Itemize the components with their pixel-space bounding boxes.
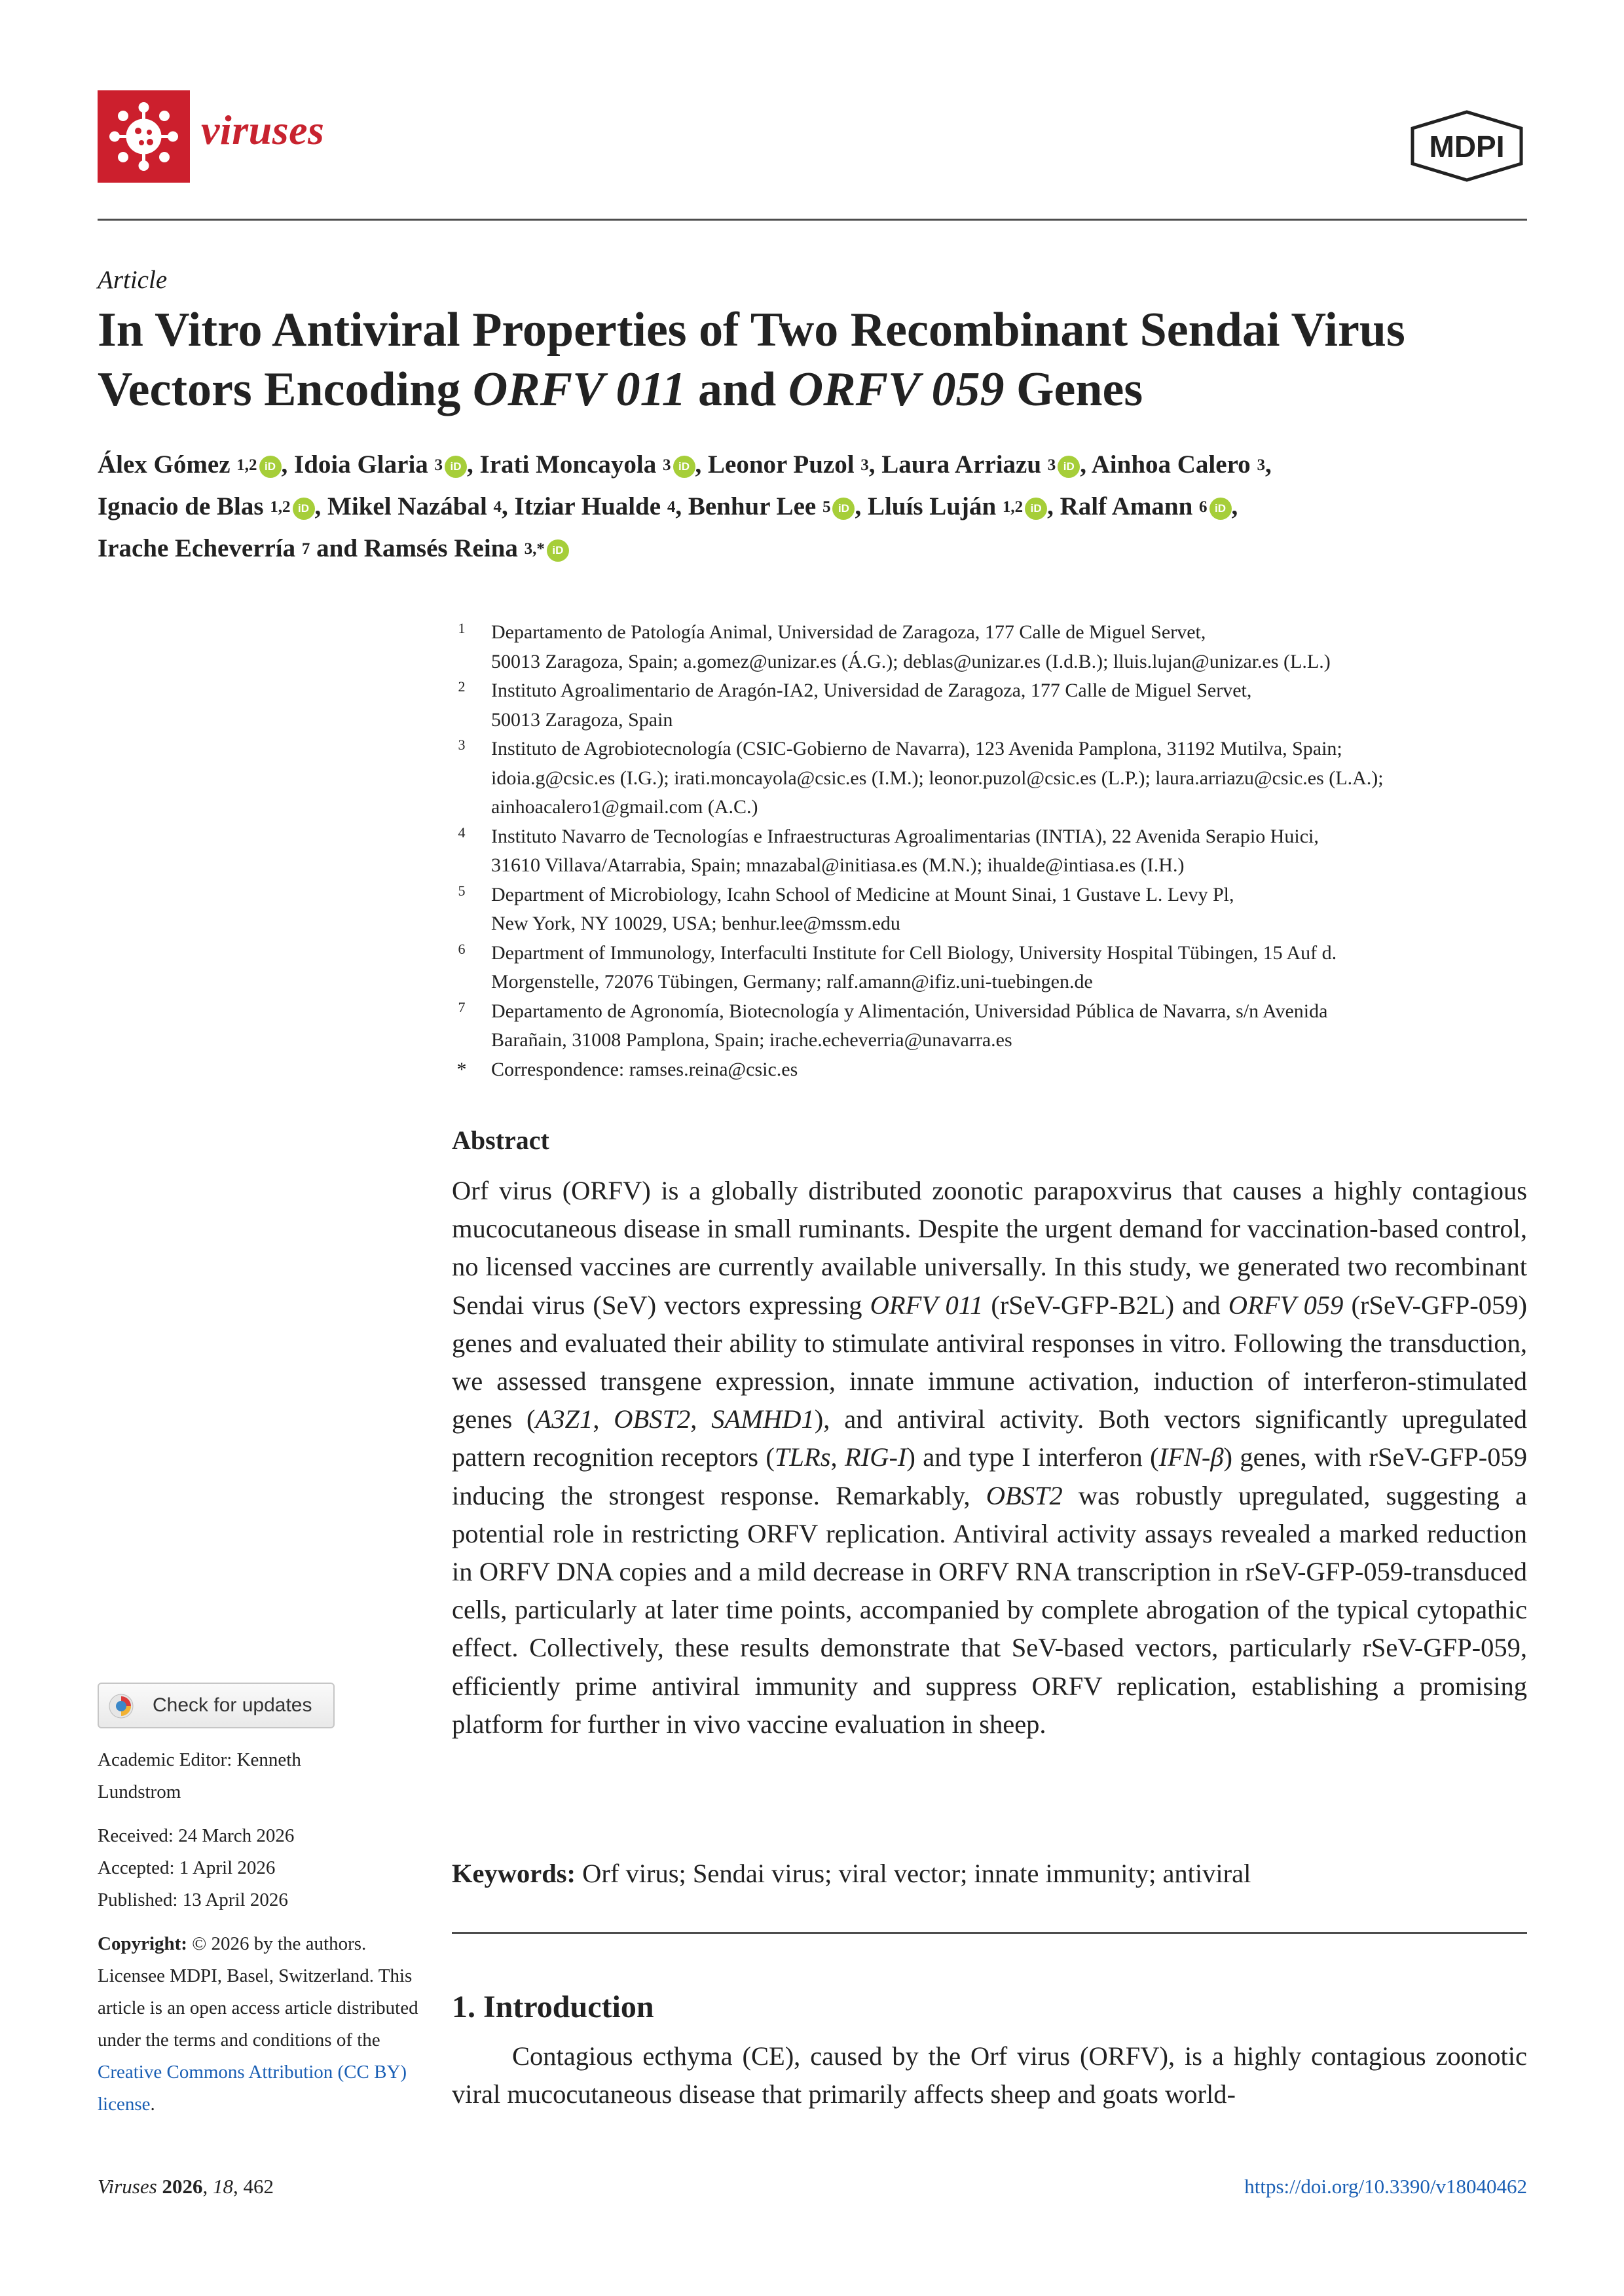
author-separator: , — [695, 450, 709, 479]
abstract-text: was robustly upregulated, suggesting a potential role in restricting ORFV replication. Antiviral activity assays revealed a marked reduction in ORFV DNA copies and a mild decrease in ORFV RNA transcription in rSeV-GFP-059-transduced cells, particularly at later time points, accompanied by complete abrogation of the typical cytopathic effect. Collectively, these results demonstrate that SeV-based vectors, particularly rSeV-GFP-059, efficiently prime antiviral immunity and suppress ORFV replication, establishing a promising platform for further in vivo vaccine evaluation in sheep. — [452, 1480, 1527, 1739]
affiliation-line: 50013 Zaragoza, Spain; a.gomez@unizar.es (Á.G.); deblas@unizar.es (I.d.B.); lluis.lujan@unizar.es (L.L.) — [491, 650, 1331, 672]
author — [98, 450, 294, 479]
author-separator: , — [502, 492, 515, 520]
doi-link[interactable]: https://doi.org/10.3390/v18040462 — [1244, 2175, 1527, 2198]
mdpi-logo-text: MDPI — [1429, 130, 1505, 164]
author — [480, 450, 708, 479]
license-link[interactable]: Creative Commons Attribution (CC BY) license — [98, 2062, 407, 2115]
author-affiliation-marker: 3 — [434, 456, 443, 474]
author-affiliation-marker: 1,2 — [270, 498, 291, 516]
orcid-icon[interactable]: iD — [673, 456, 695, 478]
gene-name: ORFV 011 — [870, 1290, 984, 1320]
abstract-text: ), and antiviral activity. Both vectors significantly upregulated pattern recognition receptors ( — [452, 1404, 1527, 1472]
footer-year: 2026 — [162, 2175, 203, 2198]
author-affiliation-marker: 3 — [1047, 456, 1056, 474]
author-name: Laura Arriazu — [881, 450, 1042, 479]
abstract-body — [452, 1172, 1527, 1743]
gene-name: TLRs — [774, 1442, 831, 1472]
title-text: In Vitro Antiviral Properties of Two Recombinant Sendai Virus Vectors Encoding — [98, 303, 1405, 416]
affiliation-line: idoia.g@csic.es (I.G.); irati.moncayola@csic.es (I.M.); leonor.puzol@csic.es (L.P.); laura.arriazu@csic.es (L.A.); — [491, 767, 1384, 789]
orcid-icon[interactable]: iD — [293, 498, 315, 520]
affiliation-number: 3 — [458, 737, 466, 753]
author-affiliation-marker: 3 — [663, 456, 671, 474]
author-name: Álex Gómez — [98, 450, 231, 479]
affiliation — [452, 881, 1532, 939]
author-name: Mikel Nazábal — [327, 492, 487, 520]
journal-logo — [98, 90, 190, 183]
received-date: Received: 24 March 2026 — [98, 1825, 295, 1846]
gene-name: IFN-β — [1158, 1442, 1224, 1472]
affiliation-number: 5 — [458, 882, 466, 899]
affiliation-line: 31610 Villava/Atarrabia, Spain; mnazabal@initiasa.es (M.N.); ihualde@intiasa.es (I.H.) — [491, 854, 1185, 876]
author-affiliation-marker: 5 — [822, 498, 831, 516]
affiliation-number: 7 — [458, 998, 466, 1015]
author-affiliation-marker: 6 — [1199, 498, 1208, 516]
article-type: Article — [98, 266, 168, 294]
copyright-notice — [98, 1928, 418, 2121]
affiliation-line: ainhoacalero1@gmail.com (A.C.) — [491, 796, 758, 818]
affiliation — [452, 618, 1532, 676]
abstract-text: ) and type I interferon ( — [906, 1442, 1159, 1472]
author-separator: , — [1047, 492, 1060, 520]
author-separator: , — [314, 492, 328, 520]
section-heading-introduction: 1. Introduction — [452, 1990, 654, 2024]
author-affiliation-marker: 4 — [493, 498, 502, 516]
published-date: Published: 13 April 2026 — [98, 1889, 288, 1910]
gene-name: RIG-I — [844, 1442, 907, 1472]
author-name: Lluís Luján — [867, 492, 997, 520]
author-name: Ramsés Reina — [363, 534, 518, 562]
author — [688, 492, 868, 520]
author-separator: and — [310, 534, 364, 562]
gene-name: ORFV 059 — [1228, 1290, 1344, 1320]
article-info-sidebar — [98, 1744, 425, 2121]
gene-name: SAMHD1 — [711, 1404, 815, 1434]
affiliations — [452, 618, 1532, 1084]
abstract-text: , — [690, 1404, 712, 1434]
footer-journal: Viruses — [98, 2175, 157, 2198]
affiliation-line: Barañain, 31008 Pamplona, Spain; irache.echeverria@unavarra.es — [491, 1029, 1012, 1051]
author-affiliation-marker: 3 — [1257, 456, 1265, 474]
affiliation-line: Instituto Agroalimentario de Aragón-IA2, Universidad de Zaragoza, 177 Calle de Miguel Servet, — [491, 680, 1252, 701]
affiliation-line: Instituto de Agrobiotecnología (CSIC-Gobierno de Navarra), 123 Avenida Pamplona, 31192 Mutilva, Spain; — [491, 738, 1342, 759]
affiliation — [452, 735, 1532, 822]
affiliation-line: Departamento de Agronomía, Biotecnología y Alimentación, Universidad Pública de Navarra, s/n Avenida — [491, 1000, 1328, 1022]
affiliation — [452, 822, 1532, 881]
title-text: Genes — [1004, 363, 1143, 416]
author — [327, 492, 514, 520]
mdpi-logo — [1408, 110, 1526, 182]
author-separator: , — [1231, 492, 1238, 520]
keywords-text: Orf virus; Sendai virus; viral vector; innate immunity; antiviral — [575, 1859, 1251, 1888]
abstract-text: ) genes, with rSeV-GFP-059 inducing the strongest response. Remarkably, — [452, 1442, 1527, 1510]
affiliation-line: Departamento de Patología Animal, Universidad de Zaragoza, 177 Calle de Miguel Servet, — [491, 621, 1206, 643]
footer-citation: Viruses 2026, 18, 462 — [98, 2175, 274, 2198]
keywords-label: Keywords: — [452, 1859, 576, 1888]
correspondence-mark: * — [456, 1058, 467, 1080]
gene-name: OBST2 — [986, 1480, 1063, 1510]
author-name: Itziar Hualde — [514, 492, 661, 520]
author-name: Benhur Lee — [688, 492, 817, 520]
copyright-label: Copyright: — [98, 1933, 187, 1954]
journal-name: viruses — [201, 107, 325, 153]
check-for-updates-button[interactable] — [98, 1683, 335, 1728]
affiliation-line: New York, NY 10029, USA; benhur.lee@mssm.edu — [491, 913, 900, 934]
mdpi-hexagon-icon — [1408, 110, 1526, 182]
author — [1092, 450, 1272, 479]
gene-name: OBST2 — [614, 1404, 691, 1434]
author-name: Leonor Puzol — [708, 450, 855, 479]
keywords — [452, 1858, 1527, 1889]
check-updates-label: Check for updates — [153, 1694, 312, 1716]
author-separator: , — [467, 450, 480, 479]
author-separator: , — [675, 492, 688, 520]
correspondence-text: Correspondence: ramses.reina@csic.es — [491, 1058, 798, 1080]
affiliation-line: Instituto Navarro de Tecnologías e Infraestructuras Agroalimentarias (INTIA), 22 Avenida Serapio Huici, — [491, 825, 1319, 847]
author-separator: , — [868, 450, 882, 479]
affiliation-line: Morgenstelle, 72076 Tübingen, Germany; ralf.amann@ifiz.uni-tuebingen.de — [491, 971, 1093, 993]
author — [98, 492, 327, 520]
author — [1060, 492, 1238, 520]
author — [98, 534, 364, 562]
author-affiliation-marker: 1,2 — [236, 456, 257, 474]
abstract-text: (rSeV-GFP-059) genes and evaluated their ability to stimulate antiviral responses in vitro. Following the transduction, we assessed transgene expression, innate immune activation, induction of interferon-stimulated genes ( — [452, 1290, 1528, 1434]
copyright-text: © 2026 by the authors. Licensee MDPI, Basel, Switzerland. This article is an open access article distributed under the terms and conditions of the — [98, 1933, 418, 2050]
affiliation-number: 6 — [458, 940, 466, 957]
author-affiliation-marker: 4 — [667, 498, 676, 516]
orcid-icon[interactable]: iD — [832, 498, 855, 520]
author-affiliation-marker: 7 — [301, 540, 310, 558]
orcid-icon[interactable]: iD — [1209, 498, 1232, 520]
author — [294, 450, 480, 479]
correspondence — [452, 1055, 1532, 1085]
introduction-paragraph: Contagious ecthyma (CE), caused by the Orf virus (ORFV), is a highly contagious zoonotic viral mucocutaneous disease that primarily affects sheep and goats world- — [452, 2041, 1527, 2109]
abstract-text: Orf virus (ORFV) is a globally distributed zoonotic parapoxvirus that causes a highly contagious mucocutaneous disease in small ruminants. Despite the urgent demand for vaccination-based control, no licensed vaccines are currently available universally. In this study, we generated two recombinant Sendai virus (SeV) vectors expressing — [452, 1176, 1527, 1320]
author-separator: , — [1264, 450, 1272, 479]
affiliation-line: Department of Immunology, Interfaculti Institute for Cell Biology, University Hospital Tübingen, 15 Auf d. — [491, 941, 1337, 964]
affiliation — [452, 676, 1532, 735]
author-name: Irache Echeverría — [98, 534, 296, 562]
article-title — [98, 301, 1527, 420]
footer-article-number: 462 — [243, 2175, 274, 2198]
author — [868, 492, 1060, 520]
author-name: Irati Moncayola — [479, 450, 657, 479]
author — [881, 450, 1091, 479]
affiliation-line: 50013 Zaragoza, Spain — [491, 708, 673, 731]
virus-icon — [98, 90, 190, 183]
affiliation-number: 2 — [458, 678, 466, 695]
author-name: Ainhoa Calero — [1091, 450, 1251, 479]
orcid-icon[interactable]: iD — [445, 456, 467, 478]
copyright-end: . — [150, 2094, 155, 2115]
footer-volume: 18 — [212, 2175, 233, 2198]
abstract-divider — [452, 1932, 1527, 1934]
check-updates-icon — [108, 1693, 134, 1719]
orcid-icon[interactable]: iD — [259, 456, 282, 478]
author-separator: , — [281, 450, 295, 479]
accepted-date: Accepted: 1 April 2026 — [98, 1857, 276, 1878]
orcid-icon[interactable]: iD — [1058, 456, 1080, 478]
affiliation — [452, 997, 1532, 1055]
author-separator: , — [855, 492, 868, 520]
abstract-heading: Abstract — [452, 1125, 549, 1155]
author-affiliation-marker: 3 — [860, 456, 869, 474]
author-affiliation-marker: 3,* — [524, 540, 545, 558]
abstract-text: , — [830, 1442, 845, 1472]
author-name: Idoia Glaria — [294, 450, 428, 479]
abstract-text: , — [593, 1404, 614, 1434]
academic-editor: Academic Editor: Kenneth Lundstrom — [98, 1749, 301, 1802]
affiliation-line: Department of Microbiology, Icahn School of Medicine at Mount Sinai, 1 Gustave L. Levy Pl, — [491, 883, 1234, 905]
author — [515, 492, 688, 520]
author — [708, 450, 881, 479]
affiliation — [452, 939, 1532, 997]
header-divider — [98, 219, 1527, 221]
affiliation-number: 1 — [458, 620, 466, 636]
author-list — [98, 445, 1527, 571]
title-gene: ORFV 011 — [472, 363, 686, 416]
title-gene: ORFV 059 — [788, 363, 1005, 416]
affiliation-number: 4 — [458, 824, 466, 841]
title-text: and — [686, 363, 788, 416]
orcid-icon[interactable]: iD — [547, 539, 569, 562]
author-affiliation-marker: 1,2 — [1002, 498, 1024, 516]
author-name: Ignacio de Blas — [98, 492, 264, 520]
gene-name: A3Z1 — [535, 1404, 593, 1434]
abstract-text: (rSeV-GFP-B2L) and — [983, 1290, 1228, 1320]
author — [364, 534, 569, 562]
author-separator: , — [1080, 450, 1092, 479]
author-name: Ralf Amann — [1060, 492, 1193, 520]
orcid-icon[interactable]: iD — [1025, 498, 1047, 520]
